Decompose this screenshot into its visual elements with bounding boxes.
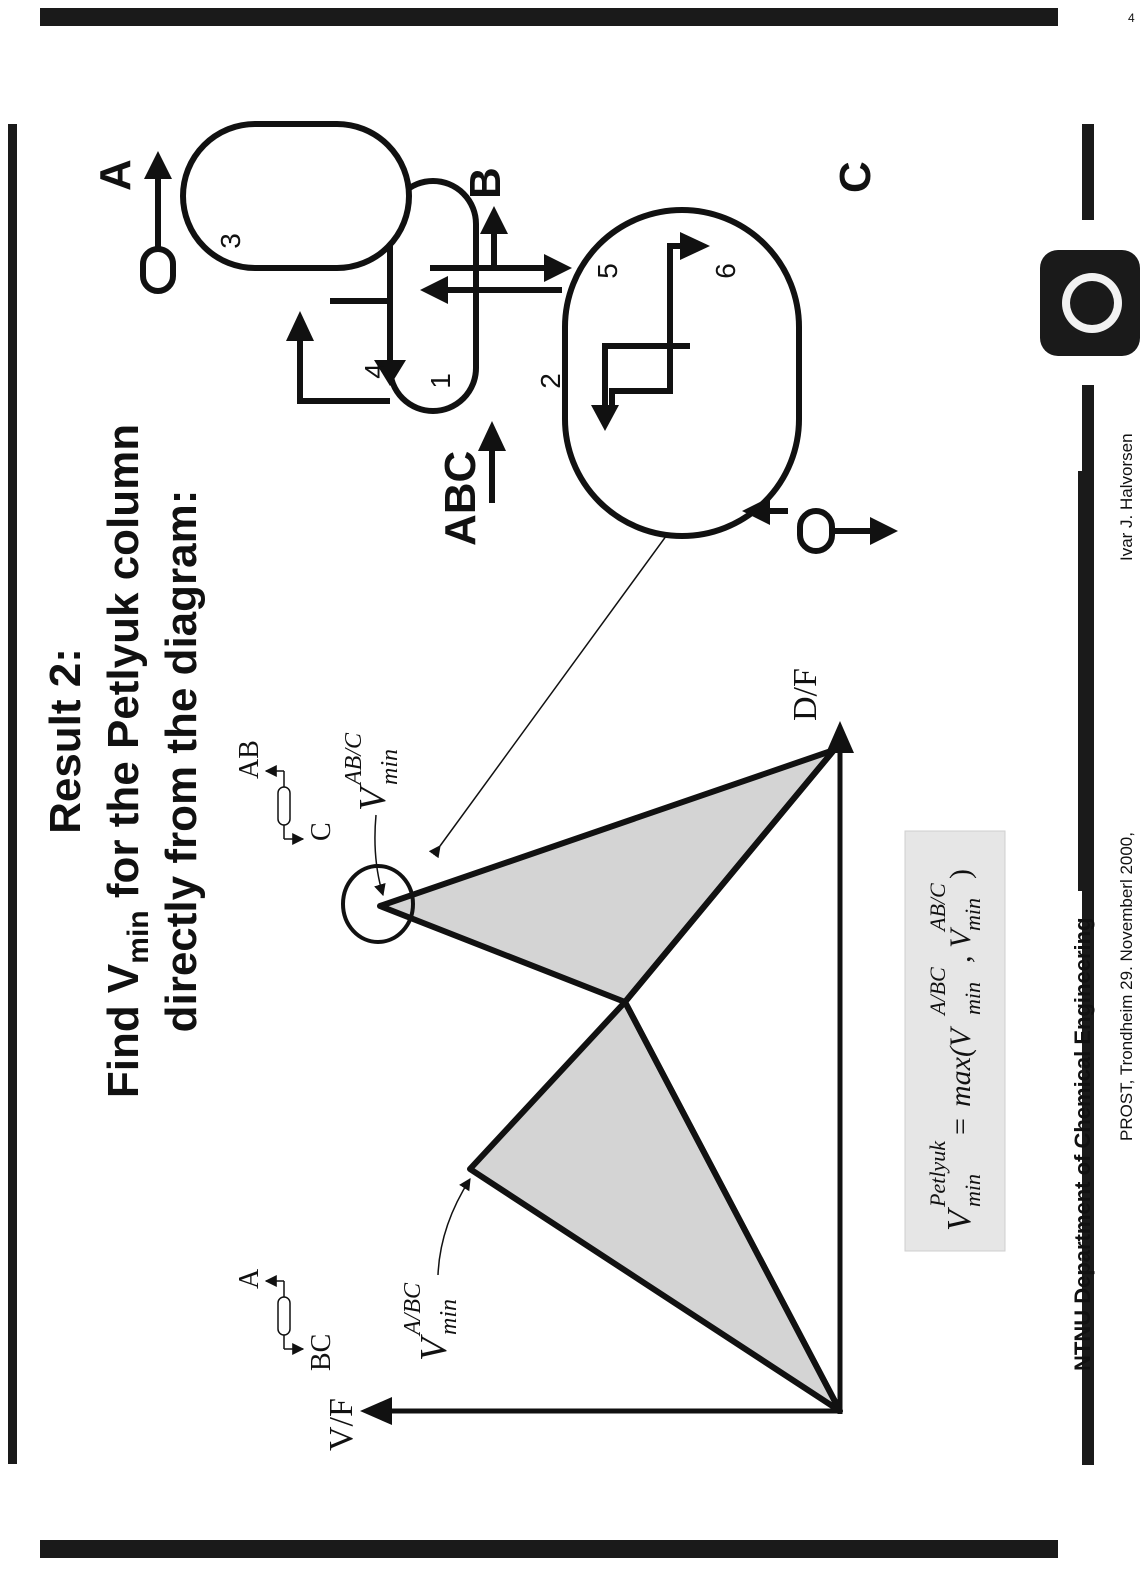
x-axis-arrow [826,721,854,753]
footer-author: Ivar J. Halvorsen [1117,433,1136,561]
product-b-label: B [461,167,510,199]
feed-label: ABC [436,450,485,546]
top-bar [40,8,1058,26]
svg-text:AB/C: AB/C [925,883,950,931]
svg-text:, V: , V [944,929,977,963]
svg-text:Petlyuk: Petlyuk [925,1141,950,1207]
title-line2: Find $V_{min}$ for the Petlyuk column [99,423,155,1099]
section-2: 2 [535,373,566,389]
svg-text:min: min [960,898,985,931]
svg-text:min: min [436,1299,462,1335]
condenser [143,249,173,291]
slide-border-right-top [1082,124,1094,220]
product-a-label: A [91,159,140,191]
svg-text:V: V [352,787,394,811]
section-5: 5 [592,263,623,279]
page-number: 4 [1128,11,1135,25]
reboiler [800,511,832,551]
ntnu-logo-icon [1040,250,1140,356]
svg-text:V: V [941,1210,978,1231]
x-axis-label: D/F [787,668,824,721]
title-line3: directly from the diagram: [157,489,206,1033]
svg-text:min: min [377,749,403,785]
section-3: 3 [215,233,246,249]
footer-department: NTNU Department of Chemical Engineering [1070,917,1095,1371]
footer-rule [1078,471,1088,891]
svg-text:min: min [960,1174,985,1207]
footer-event: PROST, Trondheim 29. Novemberl 2000, [1117,832,1136,1141]
svg-text:C: C [306,822,337,841]
mini-column-ab-c-icon [234,740,337,841]
title-line1: Result 2: [41,648,90,834]
svg-text:AB/C: AB/C [341,733,367,785]
svg-text:): ) [944,869,977,879]
y-axis-label: V/F [323,1398,360,1451]
section-6: 6 [710,263,741,279]
region-ab-c [380,750,834,1002]
label-vmin-a-bc [400,1179,470,1361]
svg-text:min: min [960,982,985,1015]
slide-border-left [8,124,17,1464]
svg-text:A: A [234,1268,265,1289]
svg-text:=: = [944,1118,977,1135]
product-c-label: C [831,161,880,193]
svg-text:BC: BC [306,1333,337,1371]
y-axis-arrow [360,1397,392,1425]
svg-text:max(V: max(V [944,1028,977,1107]
svg-text:A/BC: A/BC [925,967,950,1015]
svg-text:AB: AB [234,740,265,779]
svg-text:A/BC: A/BC [400,1283,426,1335]
mini-column-a-bc-icon [234,1268,337,1371]
section-1: 1 [425,373,456,389]
svg-text:V: V [413,1337,455,1361]
bottom-bar [40,1540,1058,1558]
section-4: 4 [359,363,390,379]
